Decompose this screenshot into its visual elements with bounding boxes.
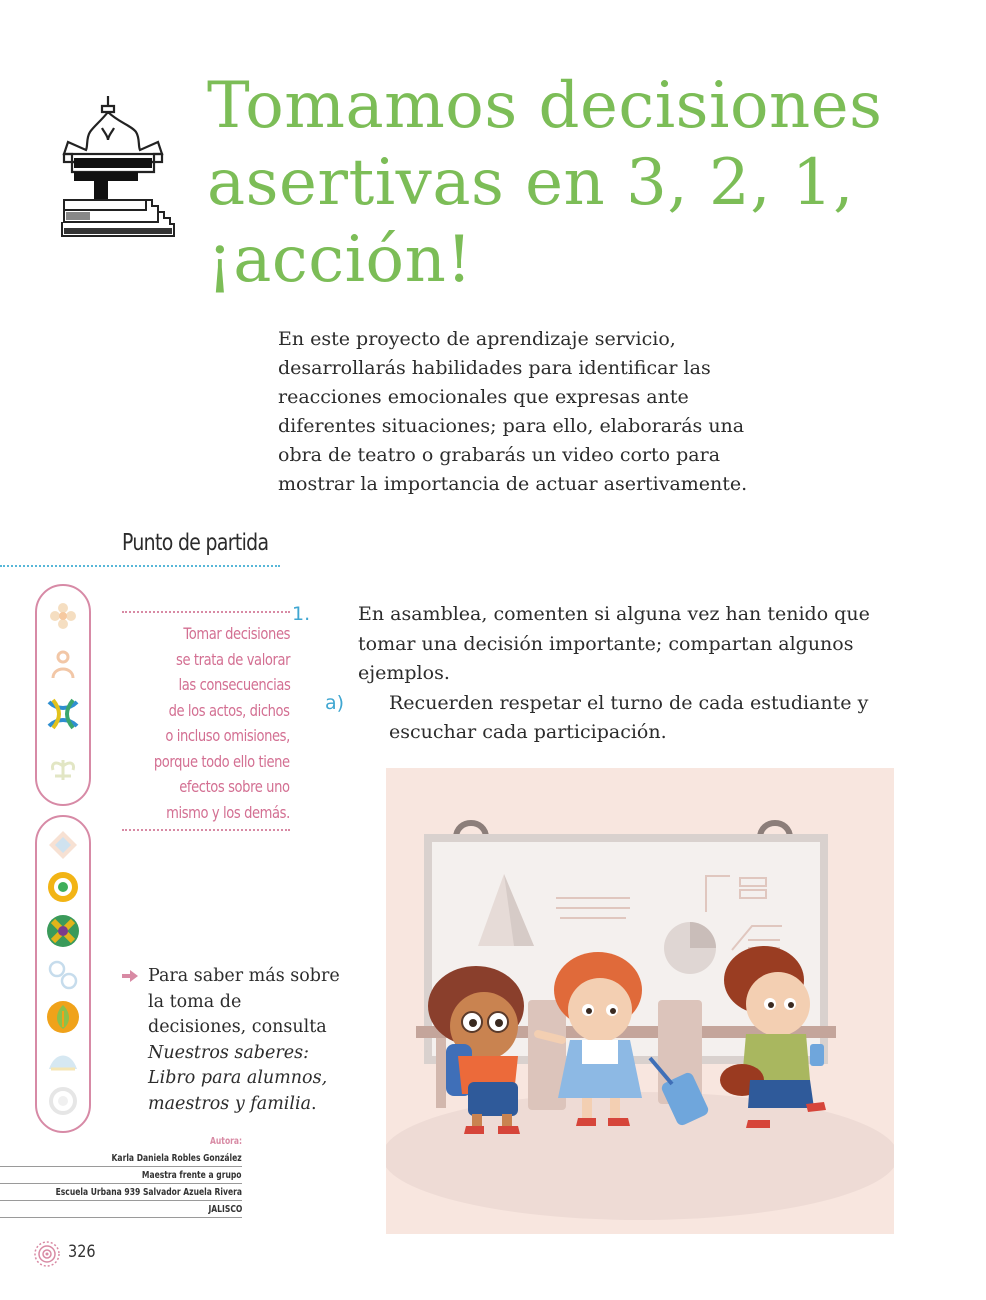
ring-faded-icon xyxy=(45,1083,81,1119)
more-info-end: . xyxy=(311,1093,317,1114)
quote-line: se trata de valorar xyxy=(175,649,290,669)
activity-number: 1. xyxy=(292,603,311,625)
lotus-icon xyxy=(45,999,81,1035)
page-ornament-icon xyxy=(33,1240,61,1268)
side-quote xyxy=(110,621,290,825)
activity-item xyxy=(292,600,885,689)
page-number: 326 xyxy=(68,1242,96,1262)
quote-divider-top xyxy=(122,611,290,613)
title-line-3: ¡acción! xyxy=(207,223,473,297)
quote-divider-bottom xyxy=(122,829,290,831)
credits-label: Autora: xyxy=(209,1136,242,1147)
activity-text: En asamblea, comenten si alguna vez han tenido que tomar una decisión importante; compartan algunos ejemplos. xyxy=(358,603,870,684)
cross-square-icon xyxy=(45,913,81,949)
plant-faded-icon xyxy=(45,746,81,782)
quote-line: de los actos, dichos xyxy=(168,700,290,720)
arrow-icon xyxy=(122,970,138,982)
axis-strip-bottom xyxy=(35,815,91,1133)
intro-line: reacciones emocionales que expresas ante xyxy=(278,386,689,408)
section-heading: Punto de partida xyxy=(122,530,269,556)
hill-faded-icon xyxy=(45,1043,81,1079)
intro-line: obra de teatro o grabarás un video corto para xyxy=(278,444,721,466)
subitem-letter: a) xyxy=(325,691,345,714)
book-title: Nuestros saberes: Libro para alumnos, maestros y familia xyxy=(148,1042,328,1114)
quote-line: las consecuencias xyxy=(178,675,290,694)
quote-line: Tomar decisiones xyxy=(183,624,290,643)
subitem-text: Recuerden respetar el turno de cada estudiante y escuchar cada participación. xyxy=(389,691,869,743)
intro-line: diferentes situaciones; para ello, elaborarás una xyxy=(278,415,745,437)
quote-line: mismo y los demás. xyxy=(166,802,290,822)
axis-strip-top xyxy=(35,584,91,806)
page-title xyxy=(207,68,947,299)
activity-subitem xyxy=(325,689,885,748)
more-info-note xyxy=(122,964,342,1117)
title-line-1: Tomamos decisiones xyxy=(207,69,883,143)
classroom-illustration xyxy=(386,768,894,1234)
circles-faded-icon xyxy=(45,957,81,993)
intro-line: mostrar la importancia de actuar asertivamente. xyxy=(278,473,748,495)
credits-name: Karla Daniela Robles González xyxy=(0,1153,242,1167)
quote-line: efectos sobre uno xyxy=(179,777,290,796)
people-circle-icon xyxy=(45,696,81,732)
diamond-faded-icon xyxy=(45,827,81,863)
title-line-2: asertivas en 3, 2, 1, xyxy=(207,146,854,220)
intro-line: En este proyecto de aprendizaje servicio, xyxy=(278,328,676,350)
intro-paragraph xyxy=(278,325,778,499)
flower-faded-icon xyxy=(45,598,81,634)
credits-school: Escuela Urbana 939 Salvador Azuela Rivera xyxy=(0,1187,242,1201)
quote-line: o incluso omisiones, xyxy=(165,726,290,745)
credits-role: Maestra frente a grupo xyxy=(0,1170,242,1184)
credits-state: JALISCO xyxy=(0,1204,242,1218)
spiral-icon xyxy=(45,869,81,905)
section-divider xyxy=(0,565,280,567)
more-info-text: Para saber más sobre la toma de decisiones, consulta xyxy=(148,966,340,1037)
activity-list xyxy=(292,600,885,748)
quote-line: porque todo ello tiene xyxy=(154,751,290,771)
temple-icon xyxy=(58,92,180,242)
intro-line: desarrollarás habilidades para identificar las xyxy=(278,357,711,379)
figure-faded-icon xyxy=(45,648,81,684)
